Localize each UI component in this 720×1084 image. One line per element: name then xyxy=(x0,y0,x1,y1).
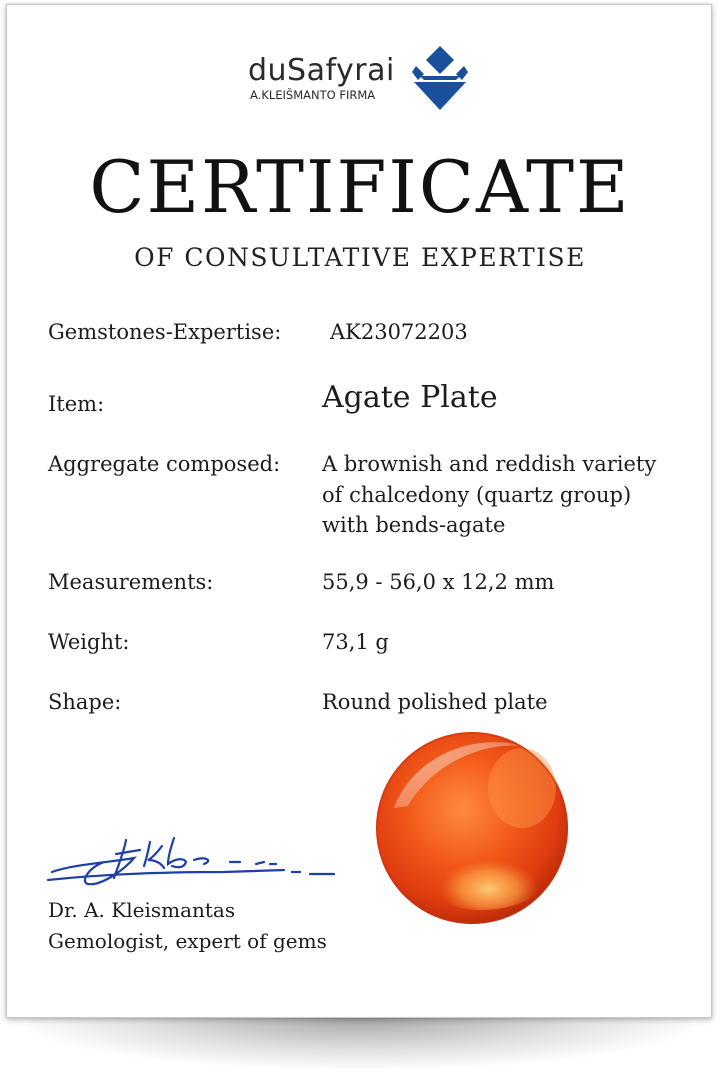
page-shadow xyxy=(30,1018,690,1068)
expertise-number: AK23072203 xyxy=(330,320,468,344)
aggregate-line-3: with bends-agate xyxy=(322,513,506,537)
certificate-subtitle: OF CONSULTATIVE EXPERTISE xyxy=(134,243,586,272)
shape-value: Round polished plate xyxy=(322,690,548,714)
brand-subtitle: A.KLEIŠMANTO FIRMA xyxy=(250,88,376,102)
item-label: Item: xyxy=(48,392,105,416)
item-value: Agate Plate xyxy=(322,380,498,415)
expertise-label: Gemstones-Expertise: xyxy=(48,320,282,344)
aggregate-label: Aggregate composed: xyxy=(48,452,281,476)
weight-label: Weight: xyxy=(48,630,130,654)
agate-plate-photo xyxy=(372,728,572,928)
brand-header xyxy=(248,48,478,118)
brand-name: duSafyrai xyxy=(248,53,395,88)
diamond-logo-icon xyxy=(410,44,470,114)
weight-value: 73,1 g xyxy=(322,630,389,654)
signature-icon xyxy=(44,828,344,892)
shape-label: Shape: xyxy=(48,690,122,714)
certificate-title: CERTIFICATE xyxy=(89,145,631,229)
aggregate-line-1: A brownish and reddish variety xyxy=(322,452,657,476)
measurements-label: Measurements: xyxy=(48,570,214,594)
signer-role: Gemologist, expert of gems xyxy=(48,929,327,953)
measurements-value: 55,9 - 56,0 x 12,2 mm xyxy=(322,570,555,594)
signer-name: Dr. A. Kleismantas xyxy=(48,898,236,922)
aggregate-line-2: of chalcedony (quartz group) xyxy=(322,483,632,507)
